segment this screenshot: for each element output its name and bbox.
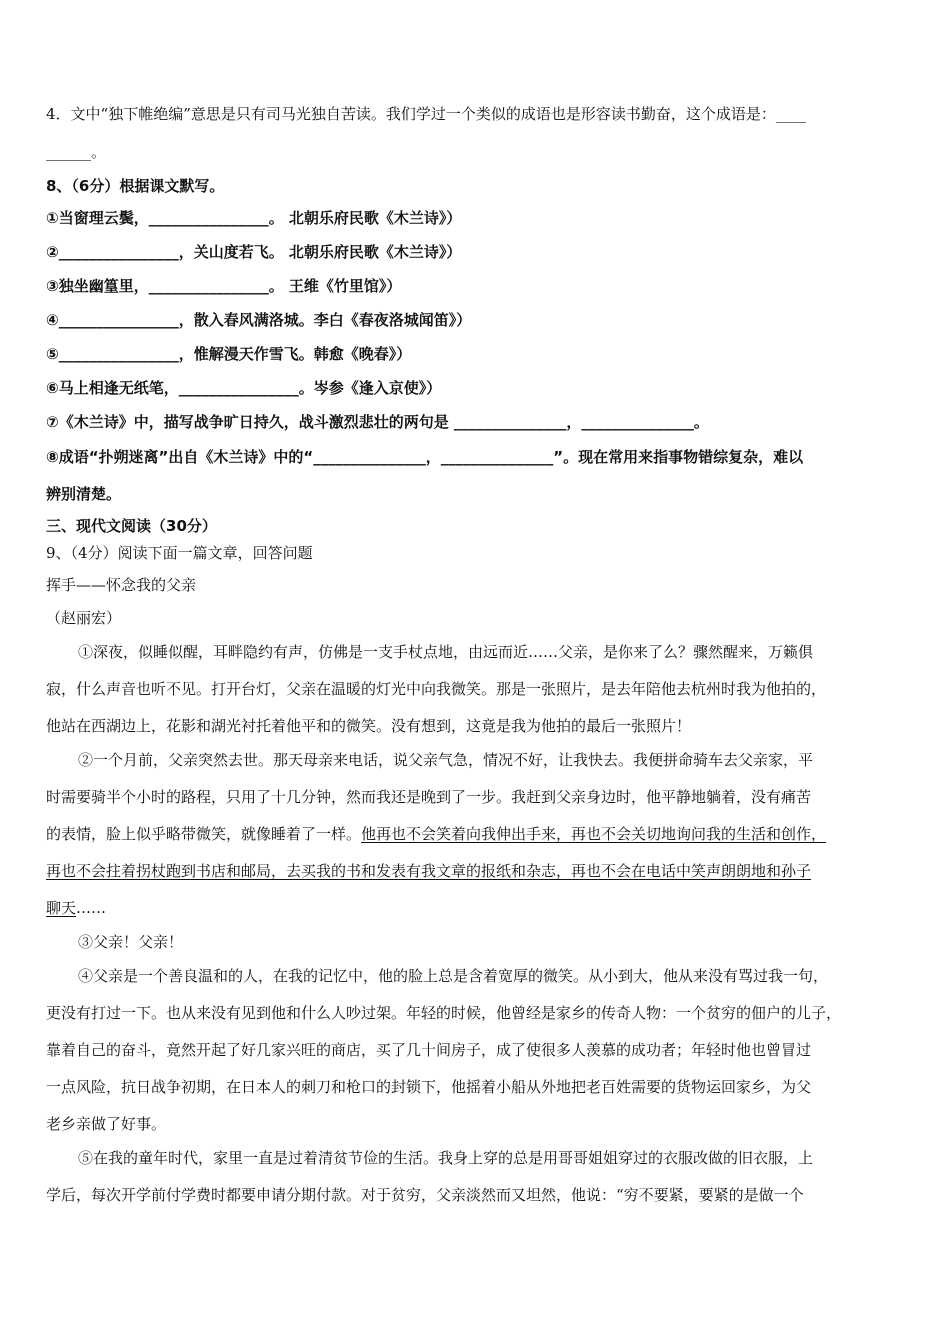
q4-line-2: ______。 — [46, 143, 107, 161]
q8-item-5: ⑤________________，惟解漫天作雪飞。韩愈《晚春》） — [46, 345, 412, 363]
underlined-sentence: 他再也不会笑着向我伸出手来，再也不会关切地询问我的生活和创作， — [361, 825, 827, 843]
q8-item-3: ③独坐幽篁里，________________。 王维《竹里馆》） — [46, 277, 402, 295]
q9-header: 9、（4分）阅读下面一篇文章，回答问题 — [46, 544, 313, 562]
paragraph-3: ③父亲！父亲！ — [78, 933, 184, 951]
paragraph-2-text: 的表情，脸上似乎略带微笑，就像睡着了一样。 — [46, 825, 362, 843]
paragraph-2-line: 时需要骑半个小时的路程，只用了十几分钟，然而我还是晚到了一步。我赶到父亲身边时，他平静地躺着，没有痛苦 — [46, 788, 812, 806]
paragraph-4-line: ④父亲是一个善良温和的人，在我的记忆中，他的脸上总是含着宽厚的微笑。从小到大，他从来没有骂过我一句， — [78, 967, 829, 985]
paragraph-4-line: 更没有打过一下。也从来没有见到他和什么人吵过架。年轻的时候，他曾经是家乡的传奇人物：一个贫穷的佃户的儿子， — [46, 1004, 842, 1022]
paragraph-4-line: 靠着自己的奋斗，竟然开起了好几家兴旺的商店，买了几十间房子，成了使很多人羡慕的成功者；年轻时他也曾冒过 — [46, 1041, 812, 1059]
underlined-sentence: 聊天 — [46, 899, 77, 917]
article-title: 挥手——怀念我的父亲 — [46, 576, 197, 594]
paragraph-4-line: 一点风险，抗日战争初期，在日本人的刺刀和枪口的封锁下，他摇着小船从外地把老百姓需要的货物运回家乡，为父 — [46, 1078, 812, 1096]
q8-item-8: ⑧成语“扑朔迷离”出自《木兰诗》中的“_______________，_______________”。现在常用来指事物错综复杂，难以 — [46, 448, 804, 466]
paragraph-1-line: ①深夜，似睡似醒，耳畔隐约有声，仿佛是一支手杖点地，由远而近……父亲，是你来了么？骤然醒来，万籁俱 — [78, 643, 814, 661]
paragraph-4-line: 老乡亲做了好事。 — [46, 1115, 167, 1133]
q8-header: 8、（6分）根据课文默写。 — [46, 177, 225, 195]
paragraph-5-line: ⑤在我的童年时代，家里一直是过着清贫节俭的生活。我身上穿的总是用哥哥姐姐穿过的衣服改做的旧衣服，上 — [78, 1149, 814, 1167]
q8-item-4: ④________________，散入春风满洛城。李白《春夜洛城闻笛》） — [46, 311, 472, 329]
q8-item-6: ⑥马上相逢无纸笔，________________。岑参《逢入京使》） — [46, 379, 442, 397]
q8-item-2: ②________________，关山度若飞。 北朝乐府民歌《木兰诗》） — [46, 243, 462, 261]
paragraph-1-line: 他站在西湖边上，花影和湖光衬托着他平和的微笑。没有想到，这竟是我为他拍的最后一张照片！ — [46, 717, 692, 735]
q8-item-1: ①当窗理云鬓，________________。 北朝乐府民歌《木兰诗》） — [46, 209, 462, 227]
q4-line-1: 4．文中“独下帷绝编”意思是只有司马光独自苦读。我们学过一个类似的成语也是形容读书勤奋，这个成语是：____ — [46, 105, 806, 123]
paragraph-2-line: ②一个月前，父亲突然去世。那天母亲来电话，说父亲气急，情况不好，让我快去。我便拼命骑车去父亲家，平 — [78, 751, 814, 769]
q8-item-7: ⑦《木兰诗》中，描写战争旷日持久，战斗激烈悲壮的两句是 _______________，_______________。 — [46, 413, 709, 431]
section-3-title: 三、现代文阅读（30分） — [46, 517, 217, 535]
paragraph-2-line — [46, 824, 826, 844]
article-author: （赵丽宏） — [46, 609, 122, 627]
paragraph-2-line — [46, 898, 106, 918]
paragraph-5-line: 学后，每次开学前付学费时都要申请分期付款。对于贫穷，父亲淡然而又坦然，他说：“穷不要紧，要紧的是做一个 — [46, 1186, 804, 1204]
paragraph-2-text: …… — [76, 899, 107, 917]
paragraph-1-line: 寂，什么声音也听不见。打开台灯，父亲在温暖的灯光中向我微笑。那是一张照片，是去年陪他去杭州时我为他拍的， — [46, 680, 827, 698]
q8-item-8-cont: 辨别清楚。 — [46, 485, 122, 503]
underlined-sentence: 再也不会拄着拐杖跑到书店和邮局，去买我的书和发表有我文章的报纸和杂志，再也不会在电话中笑声朗朗地和孙子 — [46, 862, 812, 880]
